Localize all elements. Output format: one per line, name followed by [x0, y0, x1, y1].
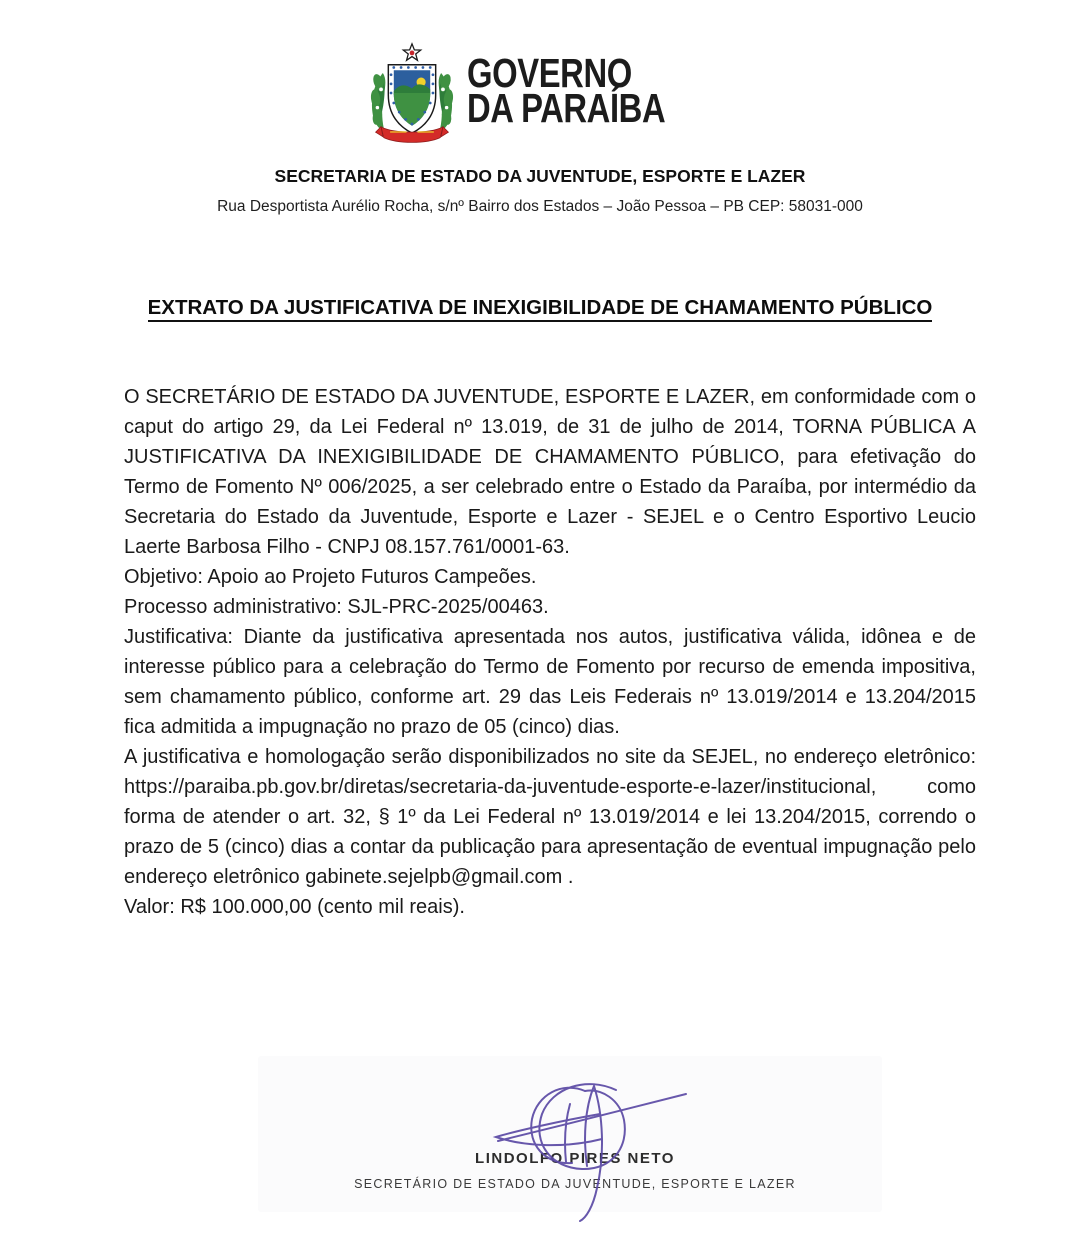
organization-name: SECRETARIA DE ESTADO DA JUVENTUDE, ESPORTE E LAZER: [274, 166, 806, 186]
paragraph-publicacao: A justificativa e homologação serão disponibilizados no site da SEJEL, no endereço eletrônico: https://paraiba.pb.gov.br/diretas/secretaria-da-juventude-esporte-e-lazer/institucional, como forma de atender o art. 32, § 1º da Lei Federal nº 13.019/2014 e lei 13.204/2015, correndo o prazo de 5 (cinco) dias a contar da publicação para apresentação de eventual impugnação pelo endereço eletrônico gabinete.sejelpb@gmail.com .: [124, 746, 976, 888]
document-title-text: EXTRATO DA JUSTIFICATIVA DE INEXIGIBILIDADE DE CHAMAMENTO PÚBLICO: [148, 296, 933, 322]
paragraph-preamble: O SECRETÁRIO DE ESTADO DA JUVENTUDE, ESPORTE E LAZER, em conformidade com o caput do artigo 29, da Lei Federal nº 13.019, de 31 de julho de 2014, TORNA PÚBLICA A JUSTIFICATIVA DA INEXIGIBILIDADE DE CHAMAMENTO PÚBLICO, para efetivação do Termo de Fomento Nº 006/2025, a ser celebrado entre o Estado da Paraíba, por intermédio da Secretaria do Estado da Juventude, Esporte e Lazer - SEJEL e o Centro Esportivo Leucio Laerte Barbosa Filho - CNPJ 08.157.761/0001-63.: [124, 386, 976, 558]
paragraph-objetivo: Objetivo: Apoio ao Projeto Futuros Campeões.: [124, 566, 537, 588]
wordmark-line1: GOVERNO: [467, 50, 632, 96]
paragraph-justificativa: Justificativa: Diante da justificativa apresentada nos autos, justificativa válida, idônea e de interesse público para a celebração do Termo de Fomento por recurso de emenda impositiva, sem chamamento público, conforme art. 29 das Leis Federais nº 13.019/2014 e 13.204/2015 fica admitida a impugnação no prazo de 05 (cinco) dias.: [124, 626, 976, 738]
wordmark-line2: DA PARAÍBA: [467, 85, 666, 131]
document-body: [124, 382, 976, 922]
government-logo: [0, 42, 1080, 144]
paraiba-coat-of-arms-icon: [365, 42, 459, 144]
paragraph-processo: Processo administrativo: SJL-PRC-2025/00463.: [124, 596, 549, 618]
document-title: [0, 296, 1080, 320]
government-wordmark: [467, 50, 666, 131]
handwritten-signature-icon: [468, 1068, 700, 1223]
signer-role: SECRETÁRIO DE ESTADO DA JUVENTUDE, ESPORTE E LAZER: [354, 1177, 796, 1191]
organization-address: Rua Desportista Aurélio Rocha, s/nº Bairro dos Estados – João Pessoa – PB CEP: 58031-000: [217, 198, 863, 215]
signer-name: LINDOLFO PIRES NETO: [475, 1150, 675, 1167]
paragraph-valor: Valor: R$ 100.000,00 (cento mil reais).: [124, 896, 465, 918]
